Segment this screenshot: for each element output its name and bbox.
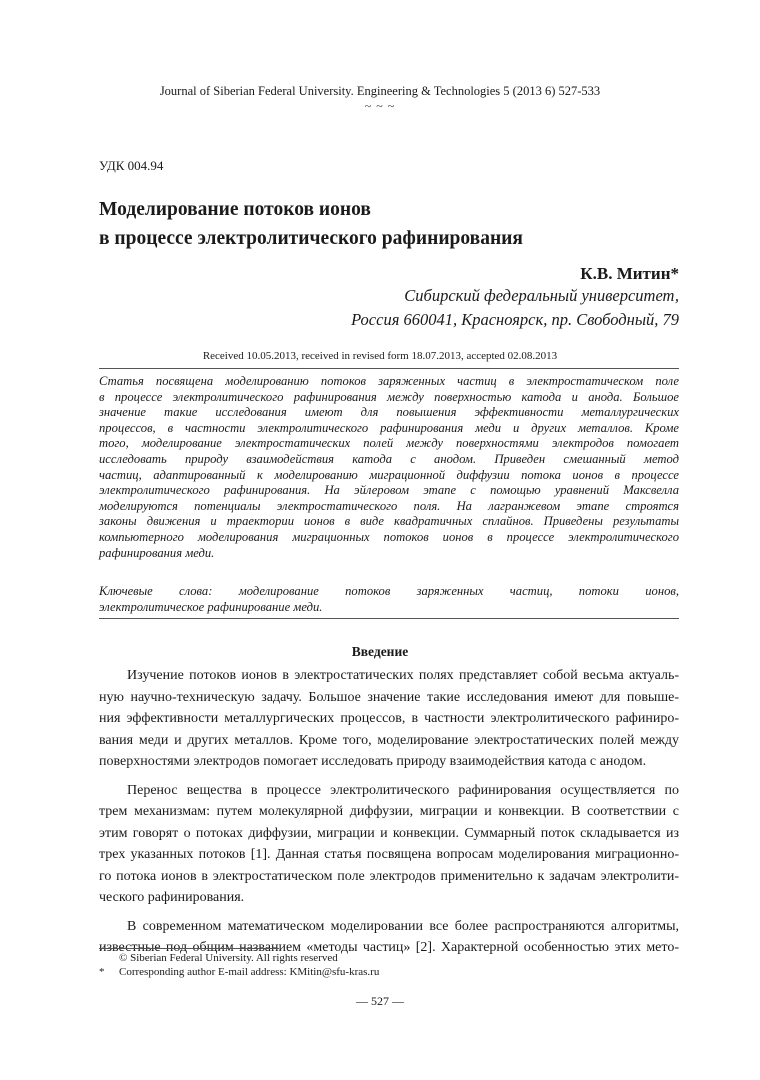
paragraph-line: трем механизмам: путем молекулярной диффузии, миграции и конвекции. В соответствии с xyxy=(99,804,679,819)
abstract-line: электролитического рафинирования. На эйлеровом этапе с помощью уравнений Максвелла xyxy=(99,483,679,498)
abstract-line: частиц, адаптированный к моделированию миграционной диффузии потока ионов в процессе xyxy=(99,467,679,482)
header-ornament: ~ ~ ~ xyxy=(364,99,396,113)
keywords-line: электролитическое рафинирование меди. xyxy=(99,599,323,614)
paragraph-line: вания меди и других металлов. Кроме того, моделирование электростатических полей между xyxy=(99,732,679,748)
footnotes xyxy=(99,951,679,979)
abstract xyxy=(99,374,679,561)
paragraph-line: В современном математическом моделировании все более распространяются алгоритмы, xyxy=(127,918,679,934)
abstract-line: законы движения и траектории ионов в виде квадратичных сплайнов. Приведены результаты xyxy=(99,514,679,529)
paragraph-line: ния эффективности металлургических процессов, в частности электролитического рафиниро- xyxy=(99,711,679,726)
abstract-line: исследовать природу взаимодействия катода с анодом. Приведен смешанный метод xyxy=(99,451,679,466)
abstract-line: рафинирования меди. xyxy=(99,545,215,560)
title-line: Моделирование потоков ионов xyxy=(99,199,371,220)
author-name: К.В. Митин* xyxy=(580,264,679,283)
paragraph-line: этим говорят о потоках диффузии, миграции и конвекции. Суммарный поток складывается из xyxy=(99,825,679,841)
received-dates: Received 10.05.2013, received in revised form 18.07.2013, accepted 02.08.2013 xyxy=(202,350,558,362)
paragraph xyxy=(99,780,679,909)
abstract-line: значение такие исследования имеют для повышения эффективности металлургических xyxy=(99,405,679,420)
abstract-line: компьютерного моделирования миграционных потоков ионов в процессе электролитического xyxy=(99,529,679,544)
paragraph-line: Изучение потоков ионов в электростатических полях представляет собой весьма актуаль- xyxy=(127,668,679,683)
paragraph-line: ную научно-техническую задачу. Большое значение такие исследования имеют для повыше- xyxy=(99,689,679,705)
affiliation xyxy=(351,284,679,332)
paragraph-line: трех указанных потоков [1]. Данная статья посвящена вопросам моделирования миграционно- xyxy=(99,847,679,862)
footnote-text: © Siberian Federal University. All rights reserved xyxy=(119,952,338,964)
paragraph-line: го потока ионов в электростатическом поле электродов применительно к задачам электролити- xyxy=(99,868,679,884)
abstract-line: Статья посвящена моделированию потоков заряженных частиц в электростатическом поле xyxy=(99,374,679,388)
paragraph-line: известные под общим названием «методы частиц» [2]. Характерной особенностью этих мето- xyxy=(99,940,679,955)
footnote-rule xyxy=(99,948,279,949)
abstract-line: в процессе электролитического рафинирования между поверхностью катода и анода. Большое xyxy=(99,389,679,404)
paragraph-gap xyxy=(99,773,679,780)
paragraph-gap xyxy=(99,909,679,916)
paragraph xyxy=(99,665,679,773)
journal-header: Journal of Siberian Federal University. Engineering & Technologies 5 (2013 6) 527-533 xyxy=(159,84,601,98)
article-title xyxy=(99,195,699,253)
section-heading: Введение xyxy=(351,644,409,659)
paragraph-line: ческого рафинирования. xyxy=(99,890,245,905)
abstract-line: того, моделирование электростатических полей между поверхностями электродов помогает xyxy=(99,436,679,451)
footnote xyxy=(99,965,679,979)
paragraph-line: Перенос вещества в процессе электролитического рафинирования осуществляется по xyxy=(127,782,679,798)
abstract-line: моделируются потенциалы электростатического поля. На лагранжевом этапе строятся xyxy=(99,498,679,513)
paragraph-line: поверхностями электродов помогает исследовать природу взаимодействия катода с анодом. xyxy=(99,754,647,769)
affiliation-line: Россия 660041, Красноярск, пр. Свободный, 79 xyxy=(351,310,679,329)
footnote-mark: * xyxy=(99,966,105,978)
body-text xyxy=(99,665,679,959)
footnote xyxy=(99,951,679,965)
keywords-line: Ключевые слова: моделирование потоков заряженных частиц, потоки ионов, xyxy=(99,584,679,598)
abstract-bottom-rule xyxy=(99,618,679,619)
affiliation-line: Сибирский федеральный университет, xyxy=(404,286,679,305)
abstract-line: процессов, в частности электролитического рафинирования меди и других металлов. Кроме xyxy=(99,420,679,435)
page-number: — 527 — xyxy=(356,994,404,1008)
title-line: в процессе электролитического рафинирования xyxy=(99,228,523,249)
keywords xyxy=(99,584,679,615)
abstract-top-rule xyxy=(99,368,679,369)
footnote-text: Corresponding author E-mail address: KMitin@sfu-kras.ru xyxy=(119,966,380,978)
udk-code: УДК 004.94 xyxy=(99,158,164,173)
